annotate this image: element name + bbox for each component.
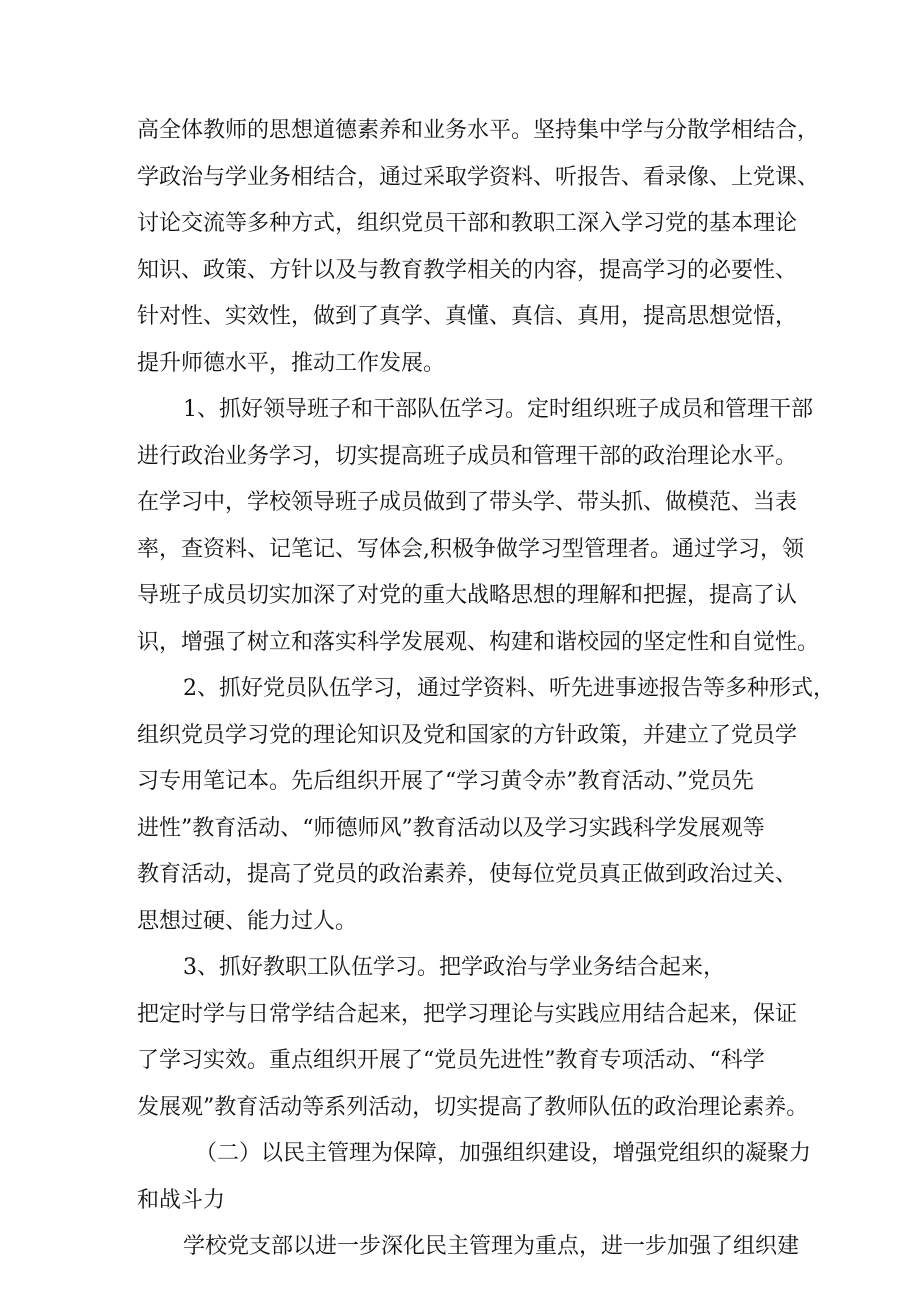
text-line: 思想过硬、能力过人。 [137,909,358,934]
text-line: 组织党员学习党的理论知识及党和国家的方针政策，并建立了党员学 [137,723,798,748]
text-line: 提升师德水平，推动工作发展。 [137,351,446,376]
section-heading-line: 和战斗力 [137,1188,226,1213]
text-line: 2、抓好党员队伍学习，通过学资料、听先进事迹报告等多种形式， [183,676,835,701]
text-line: 针对性、实效性，做到了真学、真懂、真信、真用，提高思想觉悟， [137,304,798,329]
text-line: 导班子成员切实加深了对党的重大战略思想的理解和把握，提高了认 [137,583,798,608]
text-line: 高全体教师的思想道德素养和业务水平。坚持集中学与分散学相结合， [137,118,820,143]
text-line: 教育活动，提高了党员的政治素养，使每位党员真正做到政治过关、 [137,862,798,887]
text-line: 进性”教育活动、“师德师风”教育活动以及学习实践科学发展观等 [137,816,765,841]
text-line: 进行政治业务学习，切实提高班子成员和管理干部的政治理论水平。 [137,444,798,469]
text-line: 把定时学与日常学结合起来，把学习理论与实践应用结合起来，保证 [137,1002,798,1027]
text-line: 1、抓好领导班子和干部队伍学习。定时组织班子成员和管理干部 [183,397,813,422]
text-line: 学校党支部以进一步深化民主管理为重点，进一步加强了组织建 [183,1234,800,1259]
section-heading-line: （二）以民主管理为保障，加强组织建设，增强党组织的凝聚力 [195,1141,812,1166]
text-line: 率，查资料、记笔记、写体会,积极争做学习型管理者。通过学习，领 [137,537,804,562]
text-line: 在学习中，学校领导班子成员做到了带头学、带头抓、做模范、当表 [137,490,798,515]
text-line: 3、抓好教职工队伍学习。把学政治与学业务结合起来， [183,955,725,980]
text-line: 发展观”教育活动等系列活动，切实提高了教师队伍的政治理论素养。 [137,1095,809,1120]
text-line: 习专用笔记本。先后组织开展了“学习黄令赤”教育活动、”党员先 [137,769,754,794]
text-line: 了学习实效。重点组织开展了“党员先进性”教育专项活动、“科学 [137,1048,765,1073]
text-line: 讨论交流等多种方式，组织党员干部和教职工深入学习党的基本理论 [137,211,798,236]
text-line: 识，增强了树立和落实科学发展观、构建和谐校园的坚定性和自觉性。 [137,630,820,655]
text-line: 学政治与学业务相结合，通过采取学资料、听报告、看录像、上党课、 [137,165,820,190]
text-line: 知识、政策、方针以及与教育教学相关的内容，提高学习的必要性、 [137,258,798,283]
